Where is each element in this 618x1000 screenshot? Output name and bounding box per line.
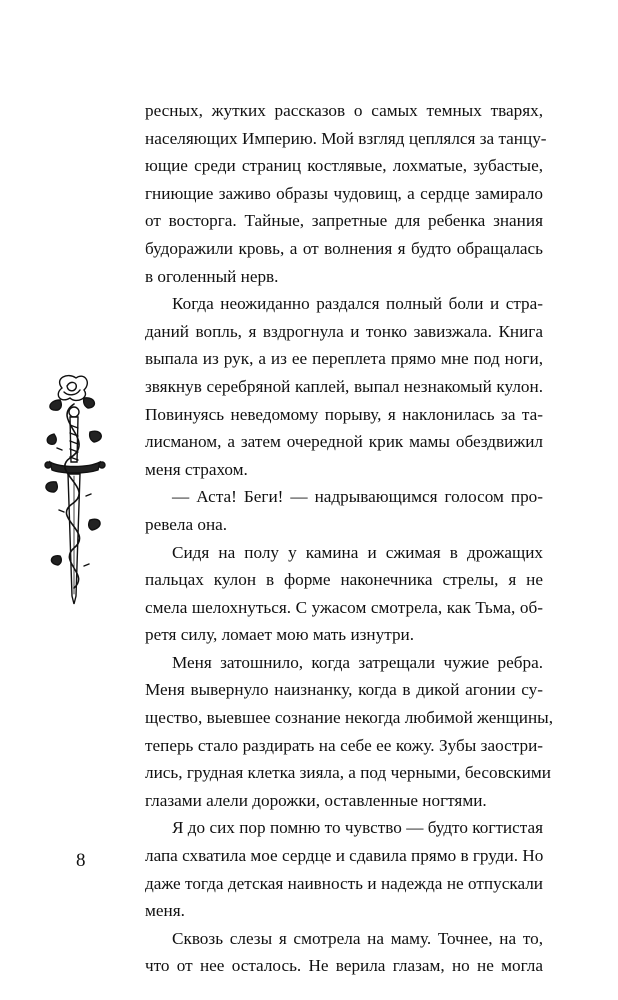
text-line: населяющих Империю. Мой взгляд цеплялся за танцу-	[145, 128, 547, 148]
text-line: будоражили кровь, а от волнения я будто обращалась	[145, 238, 543, 258]
text-line: даже тогда детская наивность и надежда не отпускали	[145, 873, 543, 893]
text-line: щество, выевшее сознание некогда любимой женщины,	[145, 708, 554, 728]
text-line: звякнув серебряной каплей, выпал незнакомый кулон.	[145, 376, 543, 396]
text-line: лисманом, а затем очередной крик мамы обездвижил	[145, 432, 543, 452]
paragraph	[145, 97, 547, 290]
text-line: ющие среди страниц костлявые, лохматые, зубастые,	[145, 156, 543, 176]
text-line: пальцах кулон в форме наконечника стрелы, я не	[145, 570, 543, 590]
paragraph	[145, 925, 543, 980]
text-line: Когда неожиданно раздался полный боли и стра-	[172, 294, 543, 314]
text-line: — Аста! Беги! — надрывающимся голосом про-	[172, 487, 543, 507]
text-line: лись, грудная клетка зияла, а под черными, бесовскими	[145, 763, 551, 783]
paragraph	[145, 483, 543, 538]
page-number: 8	[76, 850, 86, 871]
text-line: гниющие заживо образы чудовищ, а сердце замирало	[145, 183, 543, 203]
text-line: Я до сих пор помню то чувство — будто когтистая	[172, 818, 543, 838]
text-line: теперь стало раздирать на себе ее кожу. Зубы заостри-	[145, 735, 543, 755]
paragraph	[145, 290, 543, 483]
text-line: Меня вывернуло наизнанку, когда в дикой агонии су-	[145, 680, 543, 700]
text-line: в оголенный нерв.	[145, 266, 279, 286]
paragraph	[145, 539, 543, 649]
text-line: что от нее осталось. Не верила глазам, но не могла	[145, 956, 543, 976]
text-line: выпала из рук, а из ее переплета прямо мне под ноги,	[145, 349, 543, 369]
text-line: от восторга. Тайные, запретные для ребенка знания	[145, 211, 543, 231]
text-line: ревела она.	[145, 514, 228, 534]
text-line: глазами алели дорожки, оставленные ногтями.	[145, 790, 487, 810]
text-line: Сидя на полу у камина и сжимая в дрожащих	[172, 542, 543, 562]
paragraph	[145, 814, 543, 924]
text-line: меня.	[145, 901, 185, 921]
text-line: Сквозь слезы я смотрела на маму. Точнее, на то,	[172, 928, 543, 948]
text-line: ресных, жутких рассказов о самых темных тварях,	[145, 101, 543, 120]
text-body	[145, 97, 554, 980]
text-line: смела шелохнуться. С ужасом смотрела, как Тьма, об-	[145, 597, 543, 617]
rose-dagger-ornament	[40, 370, 120, 610]
text-line: меня страхом.	[145, 459, 248, 479]
text-line: ретя силу, ломает мою мать изнутри.	[145, 625, 415, 645]
text-line: лапа схватила мое сердце и сдавила прямо в груди. Но	[145, 846, 544, 866]
paragraph	[145, 649, 554, 815]
text-line: Меня затошнило, когда затрещали чужие ребра.	[172, 652, 543, 672]
text-line: Повинуясь неведомому порыву, я наклонилась за та-	[145, 404, 543, 424]
text-line: даний вопль, я вздрогнула и тонко завизжала. Книга	[145, 321, 543, 341]
